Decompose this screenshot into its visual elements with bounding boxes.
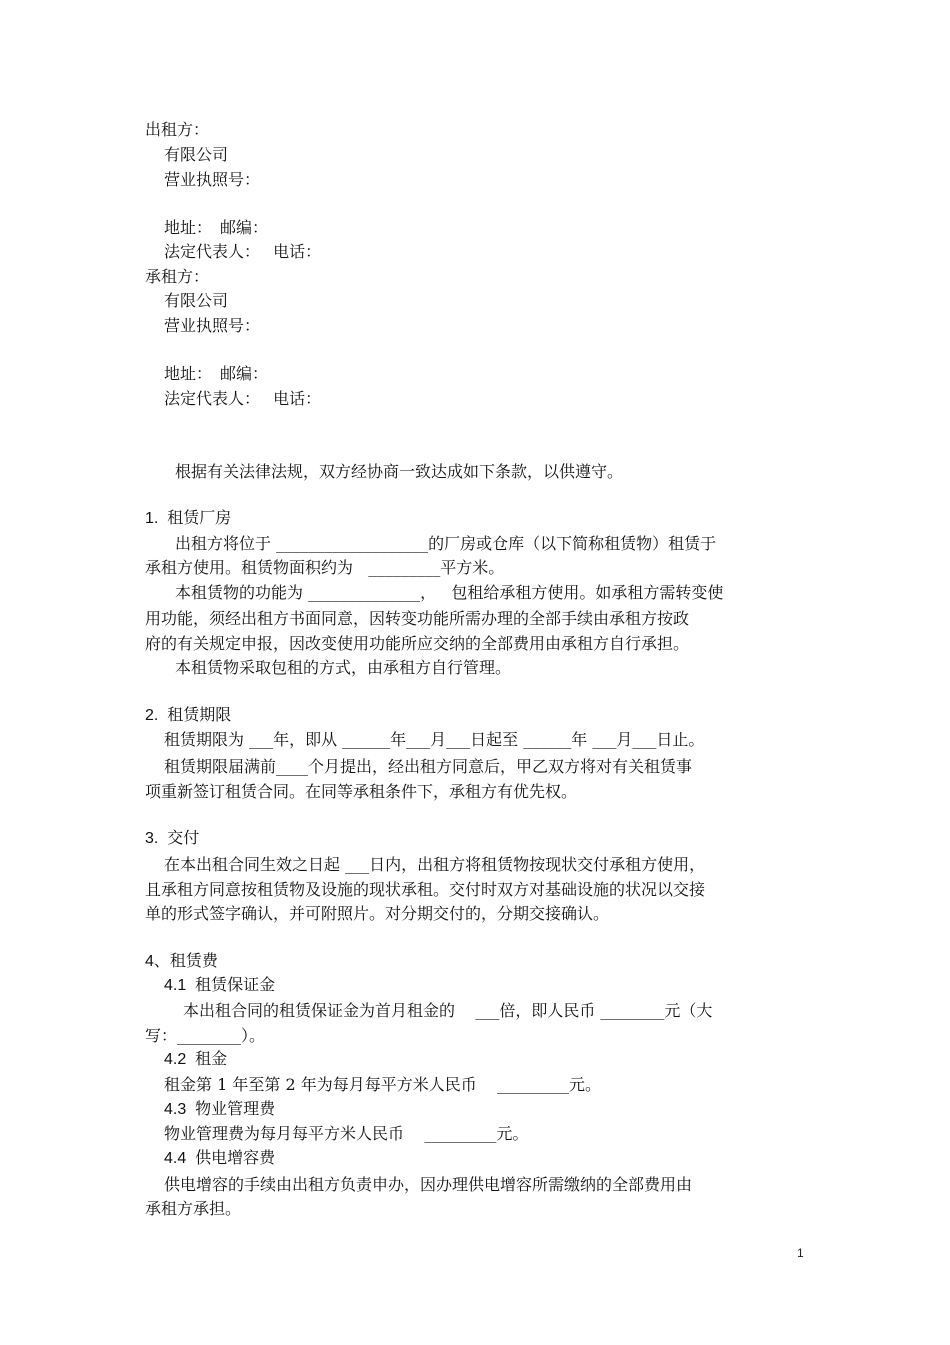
section-3-line-3: 单的形式签字确认，并可附照片。对分期交付的，分期交接确认。 — [145, 904, 610, 923]
section-4-2-title: 4.2 租金 — [164, 1051, 228, 1068]
section-4-4-line-2: 承租方承担。 — [145, 1199, 242, 1218]
preamble: 根据有关法律法规，双方经协商一致达成如下条款，以供遵守。 — [175, 462, 624, 481]
section-3-title: 3. 交付 — [145, 830, 200, 847]
lessee-rep: 法定代表人： 电话： — [164, 389, 322, 408]
section-4-1-line-1: 本出租合同的租赁保证金为首月租金的 ___倍，即人民币 ________元（大 — [183, 1001, 713, 1020]
section-4-3-line-1: 物业管理费为每月每平方米人民币 _________元。 — [164, 1124, 529, 1143]
lessor-license: 营业执照号： — [164, 170, 261, 189]
lessor-rep: 法定代表人： 电话： — [164, 242, 322, 261]
section-4-1-title: 4.1 租赁保证金 — [164, 977, 276, 994]
section-4-1-line-2: 写：________）。 — [145, 1026, 266, 1045]
section-1-line-5: 府的有关规定申报，因改变使用功能所应交纳的全部费用由承租方自行承担。 — [145, 634, 690, 653]
section-1-line-3: 本租赁物的功能为 ______________， 包租给承租方使用。如承租方需转变使 — [175, 583, 724, 602]
section-4-2-line-1: 租金第 1 年至第 2 年为每月每平方米人民币 _________元。 — [164, 1075, 602, 1094]
section-2-title: 2. 租赁期限 — [145, 707, 232, 724]
page-number: 1 — [797, 1246, 804, 1260]
section-1-line-1: 出租方将位于 ___________________的厂房或仓库（以下简称租赁物）租赁于 — [175, 534, 717, 553]
section-1-line-4: 用功能，须经出租方书面同意，因转变功能所需办理的全部手续由承租方按政 — [145, 609, 690, 628]
lessee-company: 有限公司 — [164, 291, 229, 310]
section-4-4-line-1: 供电增容的手续由出租方负责申办，因办理供电增容所需缴纳的全部费用由 — [164, 1175, 693, 1194]
lessee-address: 地址： 邮编： — [164, 364, 269, 383]
section-4-4-title: 4.4 供电增容费 — [164, 1150, 276, 1167]
lessor-address: 地址： 邮编： — [164, 218, 269, 237]
section-1-line-2: 承租方使用。租赁物面积约为 _________平方米。 — [145, 558, 505, 577]
section-3-line-1: 在本出租合同生效之日起 ___日内，出租方将租赁物按现状交付承租方使用， — [164, 855, 706, 874]
section-4-title: 4、租赁费 — [145, 953, 218, 970]
section-1-title: 1. 租赁厂房 — [145, 510, 232, 527]
section-2-line-3: 项重新签订租赁合同。在同等承租条件下，承租方有优先权。 — [145, 782, 578, 801]
lessee-label: 承租方： — [145, 267, 210, 286]
section-2-line-1: 租赁期限为 ___年，即从 ______年___月___日起至 ______年 ___月___日止。 — [164, 730, 705, 749]
lessee-license: 营业执照号： — [164, 316, 261, 335]
section-3-line-2: 且承租方同意按租赁物及设施的现状承租。交付时双方对基础设施的状况以交接 — [145, 880, 706, 899]
section-2-line-2: 租赁期限届满前____个月提出，经出租方同意后，甲乙双方将对有关租赁事 — [164, 757, 693, 776]
lessor-company: 有限公司 — [164, 145, 229, 164]
section-4-3-title: 4.3 物业管理费 — [164, 1101, 276, 1118]
section-1-line-6: 本租赁物采取包租的方式，由承租方自行管理。 — [175, 658, 512, 677]
lessor-label: 出租方： — [145, 120, 210, 139]
